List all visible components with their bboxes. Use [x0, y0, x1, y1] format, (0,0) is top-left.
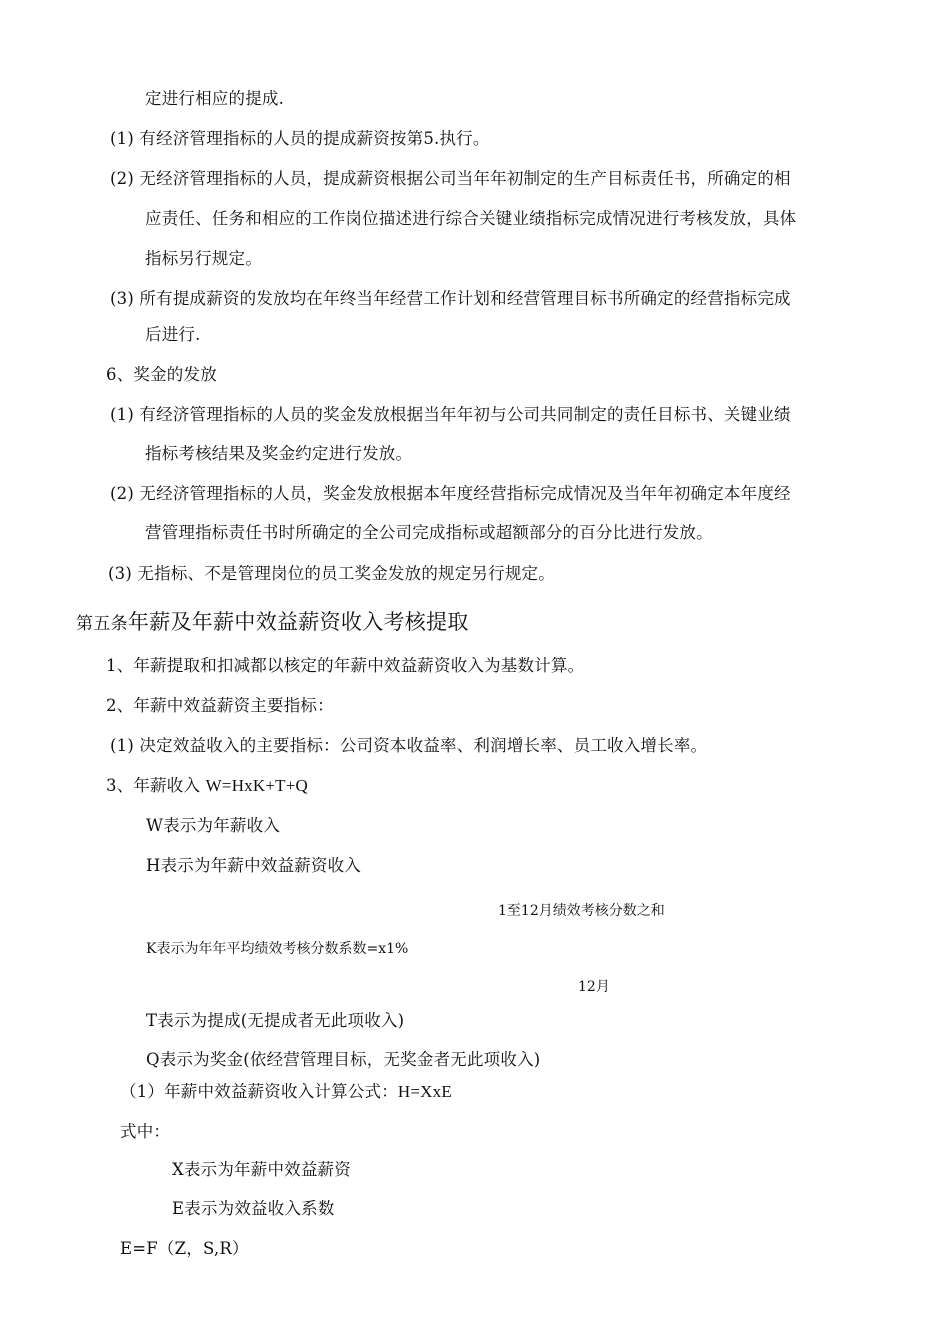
commission-item-2-line-1: (2) 无经济管理指标的人员，提成薪资根据公司当年年初制定的生产目标责任书，所确定的相 [110, 169, 791, 188]
section4-continuation: 定进行相应的提成. [145, 89, 285, 108]
commission-item-2-line-2: 应责任、任务和相应的工作岗位描述进行综合关键业绩指标完成情况进行考核发放，具体 [145, 209, 797, 228]
section-5-number: 第五条 [76, 614, 128, 634]
benefit-salary-calc-prefix: （1）年薪中效益薪资收入计算公式： [120, 1082, 398, 1101]
section-5-title: 年薪及年薪中效益薪资收入考核提取 [127, 610, 469, 634]
benefit-salary-calc [120, 1081, 452, 1103]
definition-x: X表示为年薪中效益薪资 [172, 1160, 351, 1179]
definition-q: Q表示为奖金(依经营管理目标，无奖金者无此项收入) [146, 1050, 541, 1069]
k-fraction-denominator: 12月 [578, 979, 610, 995]
where-label: 式中： [120, 1122, 171, 1141]
bonus-subtitle: 6、奖金的发放 [106, 365, 217, 384]
annual-salary-point-3 [106, 775, 308, 797]
commission-item-3-line-1: (3) 所有提成薪资的发放均在年终当年经营工作计划和经营管理目标书所确定的经营指标完成 [110, 289, 791, 308]
annual-salary-point-1: 1、年薪提取和扣减都以核定的年薪中效益薪资收入为基数计算。 [106, 656, 585, 675]
definition-e: E表示为效益收入系数 [172, 1199, 335, 1218]
commission-item-3-line-2: 后进行. [145, 325, 201, 344]
annual-salary-formula: W=HxK+T+Q [205, 776, 308, 795]
bonus-item-3: (3) 无指标、不是管理岗位的员工奖金发放的规定另行规定。 [108, 564, 555, 583]
k-fraction-numerator: 1至12月绩效考核分数之和 [498, 903, 665, 919]
definition-w: W表示为年薪收入 [146, 816, 281, 835]
section-5-heading [76, 609, 469, 637]
commission-item-1: (1) 有经济管理指标的人员的提成薪资按第5.执行。 [110, 129, 490, 148]
annual-salary-point-2-item-1: (1) 决定效益收入的主要指标：公司资本收益率、利润增长率、员工收入增长率。 [110, 736, 708, 755]
bonus-item-1-line-1: (1) 有经济管理指标的人员的奖金发放根据当年年初与公司共同制定的责任目标书、关键业绩 [110, 405, 791, 424]
annual-salary-point-2: 2、年薪中效益薪资主要指标： [106, 696, 334, 715]
bonus-item-2-line-1: (2) 无经济管理指标的人员，奖金发放根据本年度经营指标完成情况及当年年初确定本年度经 [110, 484, 791, 503]
commission-item-2-line-3: 指标另行规定。 [145, 249, 262, 268]
e-function-formula: E=F（Z，S,R） [120, 1239, 249, 1258]
annual-salary-formula-prefix: 3、年薪收入 [106, 776, 206, 795]
bonus-item-1-line-2: 指标考核结果及奖金约定进行发放。 [145, 444, 413, 463]
benefit-salary-formula: H=XxE [397, 1082, 452, 1101]
bonus-item-2-line-2: 营管理指标责任书时所确定的全公司完成指标或超额部分的百分比进行发放。 [145, 523, 713, 542]
definition-k: K表示为年年平均绩效考核分数系数=x1% [146, 941, 409, 957]
definition-t: T表示为提成(无提成者无此项收入) [146, 1011, 405, 1030]
definition-h: H表示为年薪中效益薪资收入 [146, 856, 361, 875]
